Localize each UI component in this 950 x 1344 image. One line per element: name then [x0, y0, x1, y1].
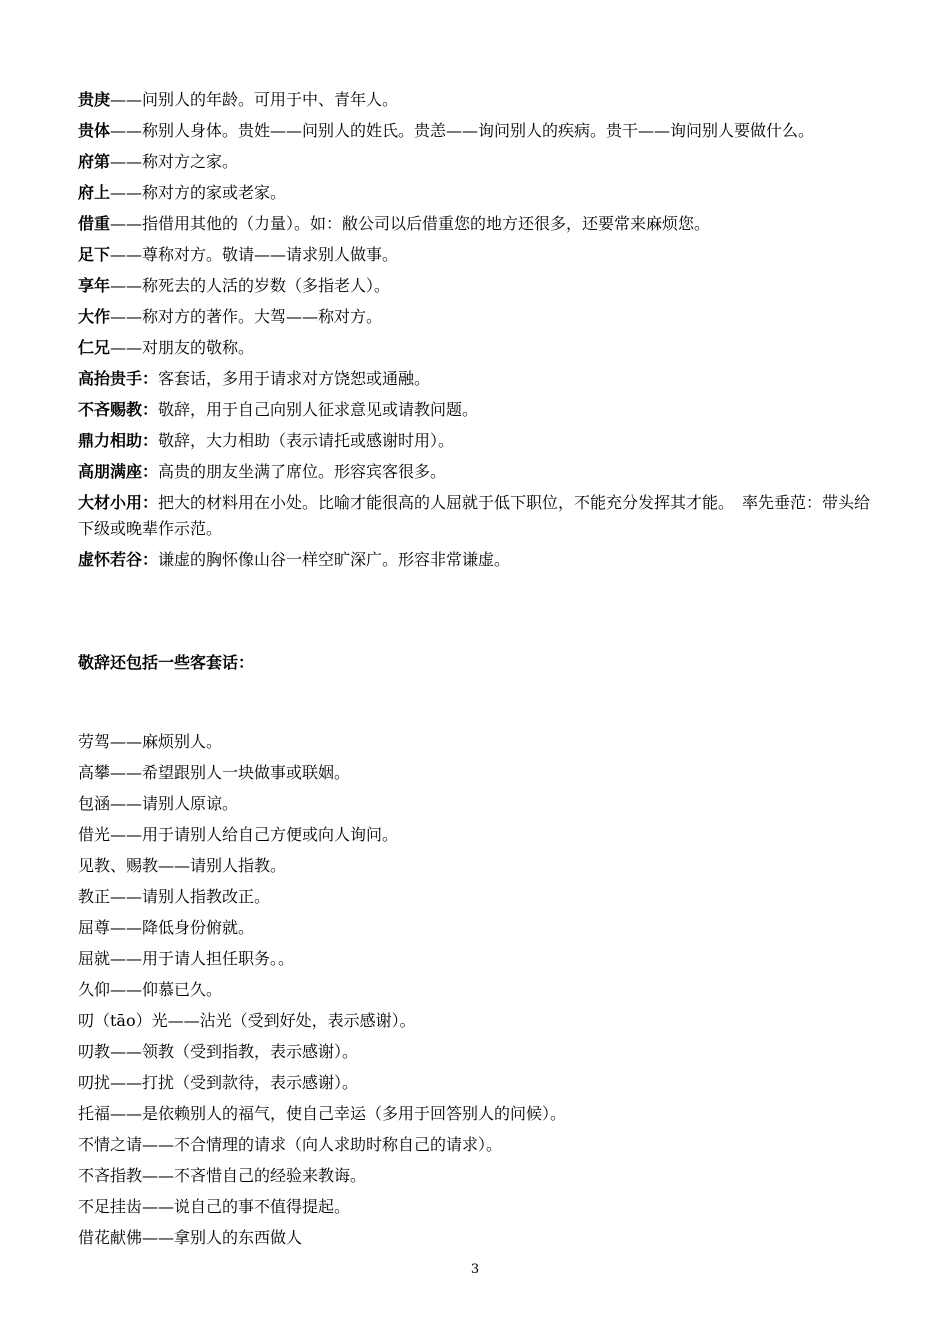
list-item: 托福——是依赖别人的福气，使自己幸运（多用于回答别人的问候）。: [78, 1104, 567, 1123]
list-item: 借花献佛——拿别人的东西做人: [78, 1228, 303, 1247]
entry-text: 高贵的朋友坐满了席位。形容宾客很多。: [158, 462, 447, 481]
entry-8: [78, 301, 876, 332]
entry-term: 府第: [78, 152, 111, 171]
list-item: 屈尊——降低身份俯就。: [78, 918, 255, 937]
list-item: 叨（tāo）光——沾光（受到好处，表示感谢）。: [78, 1011, 416, 1030]
list-item: 屈就——用于请人担任职务。。: [78, 949, 295, 968]
entry-12: [78, 425, 876, 456]
polite-phrases-list: [78, 726, 876, 1253]
honorifics-list: [78, 84, 876, 575]
list-item: 久仰——仰慕已久。: [78, 980, 223, 999]
entry-text: 谦虚的胸怀像山谷一样空旷深广。形容非常谦虚。: [158, 550, 511, 569]
list-item: 借光——用于请别人给自己方便或向人询问。: [78, 825, 399, 844]
entry-term: 虚怀若谷：: [78, 550, 159, 569]
list-item: 不足挂齿——说自己的事不值得提起。: [78, 1197, 351, 1216]
entry-text: ——指借用其他的（力量）。如：敝公司以后借重您的地方还很多，还要常来麻烦您。: [110, 214, 711, 233]
page-number: 3: [470, 1262, 480, 1277]
entry-term: 仁兄: [78, 338, 111, 357]
entry-text: ——称死去的人活的岁数（多指老人）。: [110, 276, 391, 295]
entry-5: [78, 208, 876, 239]
entry-term: 大材小用：: [78, 493, 159, 512]
entry-text: ——对朋友的敬称。: [110, 338, 255, 357]
entry-4: [78, 177, 876, 208]
list-item: 包涵——请别人原谅。: [78, 794, 239, 813]
entry-text: 敬辞，用于自己向别人征求意见或请教问题。: [158, 400, 479, 419]
entry-text: ——称对方的著作。大驾——称对方。: [110, 307, 383, 326]
list-item: 不情之请——不合情理的请求（向人求助时称自己的请求）。: [78, 1135, 503, 1154]
entry-term: 鼎力相助：: [78, 431, 159, 450]
list-item: 不吝指教——不吝惜自己的经验来教诲。: [78, 1166, 367, 1185]
entry-term: 借重: [78, 214, 111, 233]
entry-7: [78, 270, 876, 301]
entry-term: 大作: [78, 307, 111, 326]
list-item: 高攀——希望跟别人一块做事或联姻。: [78, 763, 351, 782]
entry-text: ——称对方的家或老家。: [110, 183, 287, 202]
entry-6: [78, 239, 876, 270]
entry-15: [78, 544, 876, 575]
entry-text: ——问别人的年龄。可用于中、青年人。: [110, 90, 399, 109]
entry-term: 不吝赐教：: [78, 400, 159, 419]
entry-3: [78, 146, 876, 177]
entry-10: [78, 363, 876, 394]
entry-1: [78, 84, 876, 115]
list-item: 见教、赐教——请别人指教。: [78, 856, 287, 875]
entry-text: 敬辞，大力相助（表示请托或感谢时用）。: [158, 431, 455, 450]
list-item: 叨扰——打扰（受到款待，表示感谢）。: [78, 1073, 359, 1092]
entry-term: 足下: [78, 245, 111, 264]
entry-2: [78, 118, 876, 144]
entry-9: [78, 332, 876, 363]
entry-13: [78, 456, 876, 487]
entry-term: 府上: [78, 183, 111, 202]
entry-text: ——称对方之家。: [110, 152, 239, 171]
entry-term: 高朋满座：: [78, 462, 159, 481]
entry-term: 贵庚: [78, 90, 111, 109]
entry-text: ——尊称对方。敬请——请求别人做事。: [110, 245, 399, 264]
entry-term: 高抬贵手：: [78, 369, 159, 388]
list-item: 劳驾——麻烦别人。: [78, 732, 223, 751]
list-item: 教正——请别人指教改正。: [78, 887, 271, 906]
entry-11: [78, 394, 876, 425]
entry-text: 把大的材料用在小处。比喻才能很高的人屈就于低下职位，不能充分发挥其才能。 率先垂范：带头给下级或晚辈作示范。: [78, 493, 871, 538]
entry-term: 享年: [78, 276, 111, 295]
entry-term: 贵体: [78, 121, 111, 140]
list-item: 叨教——领教（受到指教，表示感谢）。: [78, 1042, 359, 1061]
entry-text: ——称别人身体。贵姓——问别人的姓氏。贵恙——询问别人的疾病。贵干——询问别人要做什么。: [110, 121, 815, 140]
section-heading: 敬辞还包括一些客套话：: [78, 653, 255, 672]
entry-text: 客套话，多用于请求对方饶恕或通融。: [158, 369, 431, 388]
entry-14: [78, 490, 876, 542]
